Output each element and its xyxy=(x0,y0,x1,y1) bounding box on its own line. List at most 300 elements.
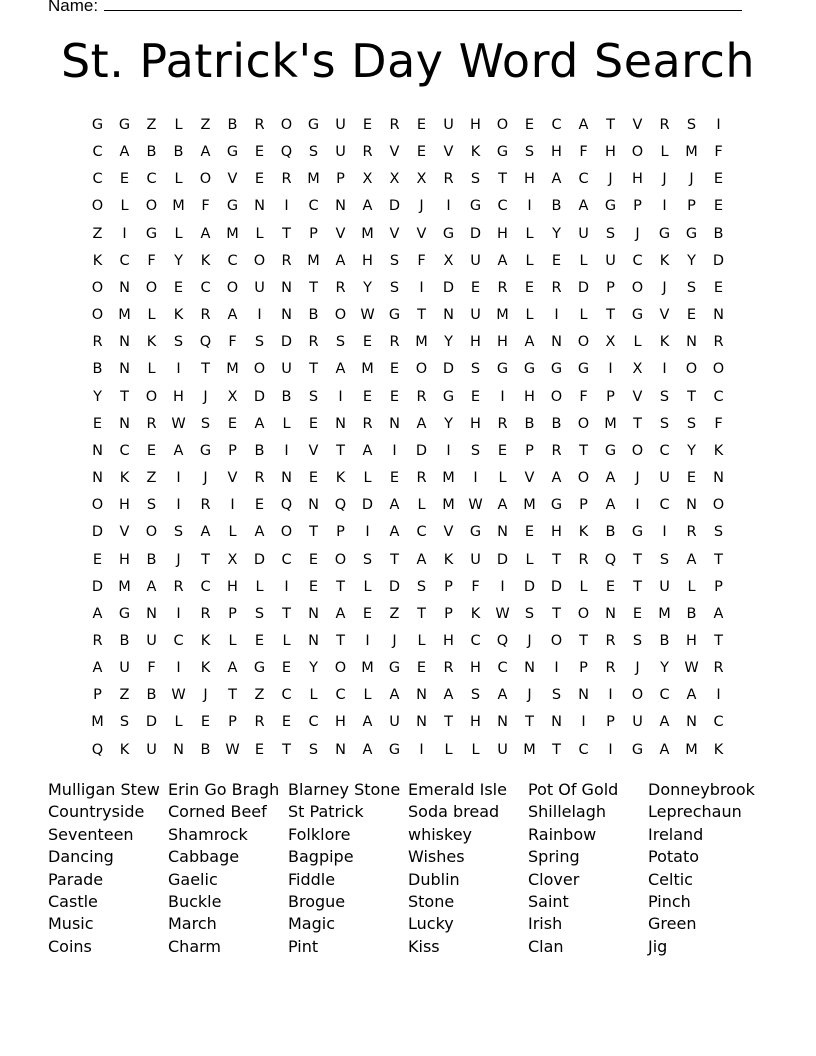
grid-letter: S xyxy=(686,117,697,133)
word-list-item: Music xyxy=(48,914,94,934)
grid-letter: N xyxy=(173,741,184,758)
grid-letter: N xyxy=(119,279,130,296)
grid-letter: O xyxy=(631,144,644,161)
grid-letter: E xyxy=(227,415,238,432)
grid-letter: A xyxy=(659,714,670,731)
grid-letter: R xyxy=(713,660,724,677)
grid-letter: I xyxy=(392,442,397,459)
grid-letter: O xyxy=(685,361,698,378)
grid-letter: U xyxy=(470,252,481,269)
grid-letter: I xyxy=(608,741,613,758)
grid-letter: D xyxy=(442,279,455,296)
grid-letter: M xyxy=(91,714,104,731)
grid-letter: A xyxy=(335,605,346,622)
grid-letter: U xyxy=(497,741,508,758)
grid-letter: N xyxy=(92,442,103,459)
grid-letter: R xyxy=(551,442,562,459)
grid-letter: A xyxy=(254,415,265,432)
grid-letter: L xyxy=(228,632,237,649)
grid-letter: J xyxy=(689,171,694,188)
grid-letter: G xyxy=(226,144,239,161)
grid-letter: T xyxy=(633,551,642,568)
grid-letter: S xyxy=(362,551,373,568)
grid-letter: Q xyxy=(280,144,293,161)
grid-letter: R xyxy=(92,334,103,351)
grid-letter: J xyxy=(635,470,640,487)
grid-letter: K xyxy=(470,144,481,161)
grid-letter: O xyxy=(577,470,590,487)
grid-letter: L xyxy=(309,687,318,704)
grid-letter: C xyxy=(713,388,724,405)
word-list-item: Green xyxy=(648,914,697,934)
grid-letter: J xyxy=(419,198,424,215)
grid-letter: I xyxy=(581,714,586,731)
grid-letter: C xyxy=(281,551,292,568)
word-list-item: Shamrock xyxy=(168,824,248,844)
grid-letter: K xyxy=(119,741,130,758)
grid-letter: O xyxy=(226,279,239,296)
grid-letter: B xyxy=(659,632,670,649)
word-list-item: Rainbow xyxy=(528,824,597,844)
grid-letter: J xyxy=(608,171,613,188)
grid-letter: N xyxy=(497,524,508,541)
grid-letter: S xyxy=(389,279,400,296)
grid-letter: E xyxy=(281,660,292,677)
grid-letter: X xyxy=(227,388,238,405)
grid-letter: R xyxy=(686,524,697,541)
grid-letter: T xyxy=(201,361,210,378)
grid-letter: O xyxy=(280,524,293,541)
grid-letter: U xyxy=(281,361,292,378)
grid-letter: S xyxy=(308,388,319,405)
grid-letter: A xyxy=(335,361,346,378)
grid-letter: P xyxy=(606,714,615,731)
grid-letter: E xyxy=(713,198,724,215)
grid-letter: N xyxy=(119,415,130,432)
grid-letter: O xyxy=(631,687,644,704)
grid-letter: R xyxy=(173,578,184,595)
word-list-item: Leprechaun xyxy=(648,802,742,822)
grid-letter: T xyxy=(417,605,426,622)
grid-letter: A xyxy=(497,687,508,704)
grid-letter: S xyxy=(686,415,697,432)
grid-letter: N xyxy=(497,714,508,731)
grid-letter: R xyxy=(605,660,616,677)
grid-letter: L xyxy=(660,144,669,161)
grid-letter: C xyxy=(551,117,562,133)
grid-letter: N xyxy=(686,497,697,514)
grid-letter: H xyxy=(335,714,346,731)
grid-letter: A xyxy=(389,524,400,541)
grid-letter: O xyxy=(91,497,104,514)
grid-letter: E xyxy=(362,334,373,351)
grid-letter: F xyxy=(579,388,588,405)
grid-letter: O xyxy=(91,279,104,296)
grid-letter: I xyxy=(446,442,451,459)
grid-letter: U xyxy=(335,144,346,161)
grid-letter: C xyxy=(227,252,238,269)
grid-letter: R xyxy=(281,252,292,269)
grid-letter: R xyxy=(605,632,616,649)
grid-letter: C xyxy=(308,198,319,215)
grid-letter: I xyxy=(716,117,721,133)
grid-letter: R xyxy=(551,279,562,296)
grid-letter: S xyxy=(254,605,265,622)
grid-letter: I xyxy=(662,524,667,541)
grid-letter: Q xyxy=(199,334,212,351)
grid-letter: G xyxy=(118,605,131,622)
grid-letter: O xyxy=(550,388,563,405)
grid-letter: L xyxy=(147,361,156,378)
grid-letter: N xyxy=(686,714,697,731)
grid-letter: G xyxy=(604,198,617,215)
grid-letter: R xyxy=(281,171,292,188)
grid-letter: H xyxy=(605,144,616,161)
grid-letter: T xyxy=(336,442,345,459)
grid-letter: I xyxy=(554,307,559,324)
grid-letter: E xyxy=(308,551,319,568)
grid-letter: P xyxy=(309,225,318,242)
grid-letter: H xyxy=(470,117,481,133)
grid-letter: D xyxy=(145,714,158,731)
grid-letter: H xyxy=(227,578,238,595)
grid-letter: N xyxy=(416,687,427,704)
grid-letter: M xyxy=(361,660,374,677)
grid-letter: M xyxy=(226,361,239,378)
grid-letter: T xyxy=(606,307,615,324)
grid-letter: E xyxy=(551,252,562,269)
grid-letter: C xyxy=(578,741,589,758)
word-list-item: Spring xyxy=(528,847,580,867)
grid-letter: S xyxy=(254,334,265,351)
grid-letter: T xyxy=(444,714,453,731)
grid-letter: E xyxy=(362,388,373,405)
grid-letter: J xyxy=(203,687,208,704)
grid-letter: X xyxy=(362,171,373,188)
grid-letter: S xyxy=(470,687,481,704)
grid-letter: Y xyxy=(444,334,453,351)
grid-letter: I xyxy=(500,388,505,405)
grid-letter: B xyxy=(173,144,184,161)
grid-letter: T xyxy=(228,687,237,704)
grid-letter: V xyxy=(389,225,400,242)
grid-letter: G xyxy=(631,524,644,541)
grid-letter: Q xyxy=(496,632,509,649)
word-list-item: Magic xyxy=(288,914,336,934)
grid-letter: G xyxy=(307,117,320,133)
grid-letter: H xyxy=(362,252,373,269)
grid-letter: L xyxy=(174,171,183,188)
grid-letter: L xyxy=(174,117,183,133)
grid-letter: J xyxy=(662,279,667,296)
grid-letter: P xyxy=(714,578,723,595)
grid-letter: T xyxy=(552,551,561,568)
word-list-item: Coins xyxy=(48,936,92,956)
grid-letter: R xyxy=(659,117,670,133)
letter-grid xyxy=(84,112,732,764)
grid-letter: R xyxy=(335,279,346,296)
grid-letter: K xyxy=(713,442,724,459)
grid-letter: L xyxy=(633,334,642,351)
grid-letter: A xyxy=(605,470,616,487)
grid-letter: L xyxy=(174,225,183,242)
grid-letter: B xyxy=(146,687,157,704)
grid-letter: A xyxy=(200,524,211,541)
grid-letter: I xyxy=(635,497,640,514)
grid-letter: G xyxy=(496,144,509,161)
grid-letter: O xyxy=(577,415,590,432)
grid-letter: D xyxy=(712,252,725,269)
grid-letter: H xyxy=(470,660,481,677)
grid-letter: P xyxy=(228,714,237,731)
grid-letter: I xyxy=(365,632,370,649)
grid-letter: M xyxy=(361,361,374,378)
grid-letter: B xyxy=(713,225,724,242)
grid-letter: N xyxy=(443,307,454,324)
grid-letter: A xyxy=(200,225,211,242)
grid-letter: H xyxy=(497,334,508,351)
grid-letter: H xyxy=(551,524,562,541)
grid-letter: A xyxy=(92,605,103,622)
grid-letter: T xyxy=(201,551,210,568)
grid-letter: J xyxy=(635,660,640,677)
grid-letter: T xyxy=(714,632,723,649)
grid-letter: L xyxy=(417,632,426,649)
grid-letter: T xyxy=(336,578,345,595)
grid-letter: R xyxy=(92,632,103,649)
grid-letter: I xyxy=(419,279,424,296)
grid-letter: E xyxy=(200,714,211,731)
grid-letter: S xyxy=(389,252,400,269)
grid-letter: E xyxy=(713,171,724,188)
grid-letter: S xyxy=(659,551,670,568)
grid-letter: I xyxy=(554,660,559,677)
word-list-item: Soda bread xyxy=(408,802,500,822)
grid-letter: A xyxy=(227,307,238,324)
grid-letter: X xyxy=(605,334,616,351)
grid-letter: M xyxy=(118,307,131,324)
grid-letter: R xyxy=(200,307,211,324)
grid-letter: Y xyxy=(363,279,372,296)
word-list-item: Kiss xyxy=(408,936,440,956)
grid-letter: T xyxy=(282,605,291,622)
word-list-item: Bagpipe xyxy=(288,847,354,867)
grid-letter: N xyxy=(308,605,319,622)
grid-letter: E xyxy=(686,307,697,324)
grid-letter: N xyxy=(308,632,319,649)
grid-letter: K xyxy=(200,660,211,677)
grid-letter: H xyxy=(470,334,481,351)
grid-letter: L xyxy=(228,524,237,541)
grid-letter: F xyxy=(228,334,237,351)
grid-letter: L xyxy=(363,687,372,704)
grid-letter: L xyxy=(579,578,588,595)
grid-letter: U xyxy=(146,632,157,649)
grid-letter: O xyxy=(712,361,725,378)
grid-letter: E xyxy=(389,388,400,405)
grid-letter: J xyxy=(176,551,181,568)
grid-letter: C xyxy=(659,442,670,459)
grid-letter: O xyxy=(145,279,158,296)
grid-letter: I xyxy=(527,198,532,215)
grid-letter: Z xyxy=(119,687,130,704)
grid-letter: X xyxy=(443,252,454,269)
grid-letter: R xyxy=(146,415,157,432)
grid-letter: E xyxy=(416,660,427,677)
word-list-item: Folklore xyxy=(288,824,351,844)
grid-letter: L xyxy=(417,497,426,514)
grid-letter: T xyxy=(390,551,399,568)
grid-letter: A xyxy=(416,551,427,568)
grid-letter: N xyxy=(281,470,292,487)
word-list-item: Pot Of Gold xyxy=(528,780,619,799)
word-list-item: Wishes xyxy=(408,847,465,867)
word-list-item: Stone xyxy=(408,891,455,911)
word-list-item: March xyxy=(168,914,217,934)
grid-letter: D xyxy=(550,578,563,595)
grid-letter: A xyxy=(497,497,508,514)
grid-letter: S xyxy=(605,225,616,242)
grid-letter: C xyxy=(497,198,508,215)
grid-letter: A xyxy=(416,415,427,432)
grid-letter: I xyxy=(176,497,181,514)
word-list-item: St Patrick xyxy=(288,802,364,822)
grid-letter: S xyxy=(470,442,481,459)
grid-letter: F xyxy=(147,252,156,269)
word-list-item: Lucky xyxy=(408,914,454,934)
grid-letter: R xyxy=(200,605,211,622)
grid-letter: N xyxy=(92,470,103,487)
grid-letter: W xyxy=(171,415,186,432)
grid-letter: Y xyxy=(93,388,102,405)
grid-letter: I xyxy=(608,361,613,378)
grid-letter: U xyxy=(659,578,670,595)
name-label: Name: xyxy=(48,0,99,15)
grid-letter: S xyxy=(470,361,481,378)
grid-letter: S xyxy=(119,714,130,731)
grid-letter: G xyxy=(388,741,401,758)
grid-letter: A xyxy=(578,198,589,215)
grid-letter: A xyxy=(200,144,211,161)
grid-letter: G xyxy=(550,361,563,378)
grid-letter: R xyxy=(308,334,319,351)
grid-letter: V xyxy=(227,470,238,487)
grid-letter: X xyxy=(227,551,238,568)
grid-letter: U xyxy=(389,714,400,731)
grid-letter: B xyxy=(551,415,562,432)
grid-letter: B xyxy=(92,361,103,378)
grid-letter: E xyxy=(416,144,427,161)
grid-letter: N xyxy=(119,361,130,378)
grid-letter: M xyxy=(658,605,671,622)
grid-letter: T xyxy=(120,388,129,405)
word-list-item: Fiddle xyxy=(288,869,336,889)
grid-letter: D xyxy=(523,578,536,595)
grid-letter: Y xyxy=(444,415,453,432)
grid-letter: S xyxy=(173,524,184,541)
grid-letter: K xyxy=(119,470,130,487)
grid-letter: L xyxy=(579,252,588,269)
grid-letter: U xyxy=(443,117,454,133)
grid-letter: S xyxy=(308,741,319,758)
grid-letter: K xyxy=(92,252,103,269)
grid-letter: D xyxy=(253,551,266,568)
grid-letter: R xyxy=(389,117,400,133)
grid-letter: I xyxy=(284,578,289,595)
grid-letter: O xyxy=(145,198,158,215)
grid-letter: A xyxy=(551,470,562,487)
word-list-item: Seventeen xyxy=(48,824,134,844)
grid-letter: V xyxy=(335,225,346,242)
grid-letter: K xyxy=(335,470,346,487)
grid-letter: N xyxy=(713,307,724,324)
grid-letter: M xyxy=(685,741,698,758)
grid-letter: C xyxy=(470,632,481,649)
grid-letter: Q xyxy=(604,551,617,568)
grid-letter: R xyxy=(578,551,589,568)
grid-letter: L xyxy=(147,307,156,324)
grid-letter: O xyxy=(145,388,158,405)
grid-letter: V xyxy=(632,117,643,133)
grid-letter: P xyxy=(336,524,345,541)
grid-letter: E xyxy=(470,388,481,405)
grid-letter: I xyxy=(716,687,721,704)
grid-letter: G xyxy=(604,442,617,459)
grid-letter: B xyxy=(281,388,292,405)
grid-letter: A xyxy=(362,714,373,731)
grid-letter: O xyxy=(253,361,266,378)
grid-letter: X xyxy=(389,171,400,188)
grid-letter: O xyxy=(334,551,347,568)
grid-letter: I xyxy=(338,388,343,405)
grid-letter: N xyxy=(308,497,319,514)
grid-letter: W xyxy=(171,687,186,704)
grid-letter: I xyxy=(365,524,370,541)
grid-letter: H xyxy=(632,171,643,188)
grid-letter: L xyxy=(174,714,183,731)
grid-letter: D xyxy=(496,551,509,568)
word-list-item: Dublin xyxy=(408,869,460,889)
grid-letter: H xyxy=(443,632,454,649)
grid-letter: G xyxy=(469,524,482,541)
grid-letter: C xyxy=(92,144,103,161)
grid-letter: K xyxy=(173,307,184,324)
grid-letter: P xyxy=(606,388,615,405)
grid-letter: I xyxy=(446,198,451,215)
grid-letter: R xyxy=(497,415,508,432)
grid-letter: P xyxy=(687,198,696,215)
grid-letter: K xyxy=(146,334,157,351)
grid-letter: T xyxy=(633,415,642,432)
grid-letter: N xyxy=(416,714,427,731)
grid-letter: P xyxy=(579,660,588,677)
grid-letter: O xyxy=(199,171,212,188)
word-list-item: Celtic xyxy=(648,869,693,889)
grid-letter: C xyxy=(173,632,184,649)
grid-letter: O xyxy=(550,632,563,649)
grid-letter: O xyxy=(712,497,725,514)
grid-letter: V xyxy=(632,388,643,405)
grid-letter: E xyxy=(686,470,697,487)
grid-letter: A xyxy=(578,117,589,133)
grid-letter: T xyxy=(552,741,561,758)
grid-letter: T xyxy=(525,714,534,731)
grid-letter: A xyxy=(362,198,373,215)
grid-letter: L xyxy=(444,741,453,758)
grid-letter: O xyxy=(334,307,347,324)
grid-letter: E xyxy=(254,171,265,188)
grid-letter: P xyxy=(444,605,453,622)
